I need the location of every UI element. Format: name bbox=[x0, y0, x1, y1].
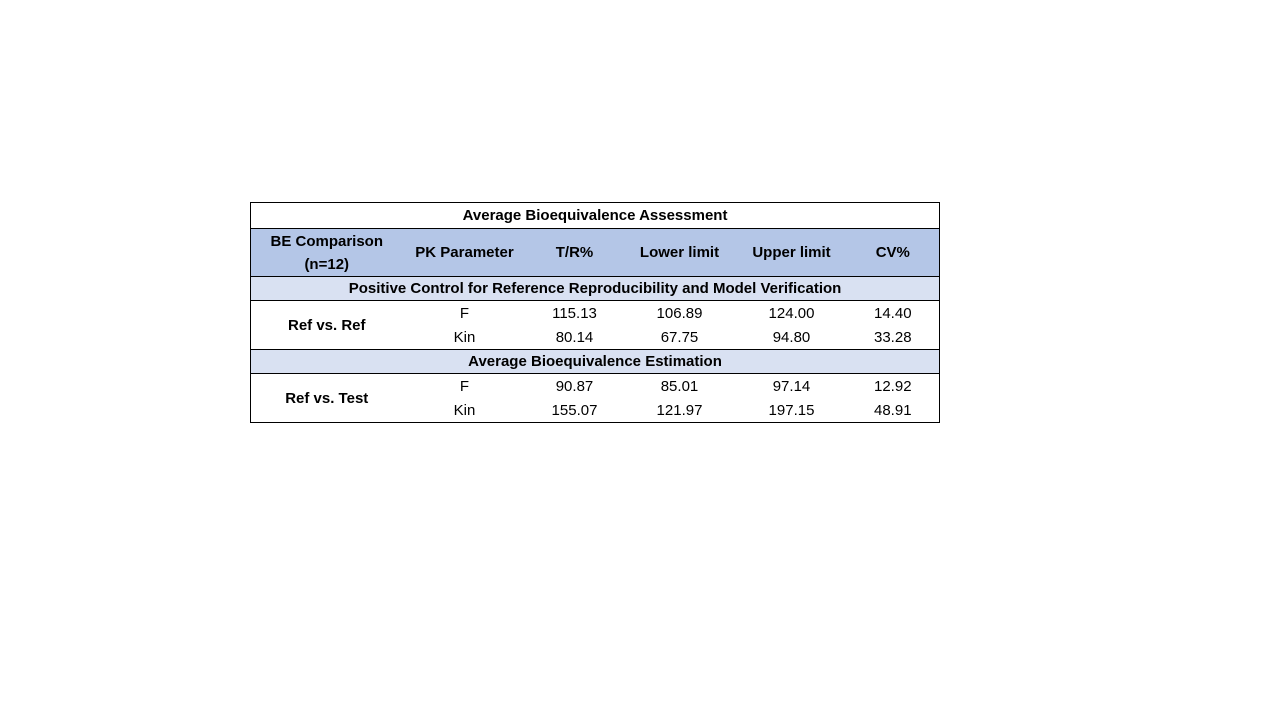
cv-percent-cell: 48.91 bbox=[847, 398, 940, 423]
pk-parameter-cell: F bbox=[459, 377, 470, 395]
section-title: Positive Control for Reference Reproducibility and Model Verification bbox=[251, 277, 940, 301]
tr-percent-cell: 80.14 bbox=[527, 325, 623, 350]
section-header-row bbox=[251, 350, 940, 374]
cv-percent-cell: 33.28 bbox=[847, 325, 940, 350]
table-row bbox=[251, 374, 940, 399]
pk-parameter-cell: F bbox=[459, 304, 470, 322]
lower-limit-cell: 106.89 bbox=[656, 304, 703, 322]
upper-limit-cell: 97.14 bbox=[772, 377, 811, 395]
header-be-comparison-line2: (n=12) bbox=[304, 255, 350, 273]
table-header-row bbox=[251, 229, 940, 277]
tr-percent-cell: 155.07 bbox=[527, 398, 623, 423]
section-header-row bbox=[251, 277, 940, 301]
lower-limit-cell: 121.97 bbox=[623, 398, 737, 423]
upper-limit-cell: 94.80 bbox=[737, 325, 847, 350]
table-title-row bbox=[251, 203, 940, 229]
header-be-comparison-line1: BE Comparison bbox=[270, 232, 383, 250]
be-comparison-cell: Ref vs. Test bbox=[251, 374, 403, 423]
be-comparison-cell: Ref vs. Ref bbox=[251, 301, 403, 350]
header-cv-percent: CV% bbox=[847, 229, 940, 277]
header-tr-percent: T/R% bbox=[527, 229, 623, 277]
bioequivalence-table bbox=[250, 202, 940, 423]
header-be-comparison bbox=[251, 229, 403, 277]
cv-percent-cell: 12.92 bbox=[874, 377, 912, 395]
upper-limit-cell: 124.00 bbox=[768, 304, 815, 322]
upper-limit-cell: 197.15 bbox=[737, 398, 847, 423]
table-title: Average Bioequivalence Assessment bbox=[251, 203, 940, 229]
tr-percent-cell: 90.87 bbox=[555, 377, 594, 395]
header-pk-parameter: PK Parameter bbox=[403, 229, 527, 277]
pk-parameter-cell: Kin bbox=[403, 325, 527, 350]
lower-limit-cell: 85.01 bbox=[660, 377, 699, 395]
pk-parameter-cell: Kin bbox=[403, 398, 527, 423]
table-row bbox=[251, 301, 940, 326]
header-upper-limit: Upper limit bbox=[737, 229, 847, 277]
section-title: Average Bioequivalence Estimation bbox=[251, 350, 940, 374]
lower-limit-cell: 67.75 bbox=[623, 325, 737, 350]
tr-percent-cell: 115.13 bbox=[552, 304, 597, 322]
header-lower-limit: Lower limit bbox=[623, 229, 737, 277]
cv-percent-cell: 14.40 bbox=[874, 304, 912, 322]
